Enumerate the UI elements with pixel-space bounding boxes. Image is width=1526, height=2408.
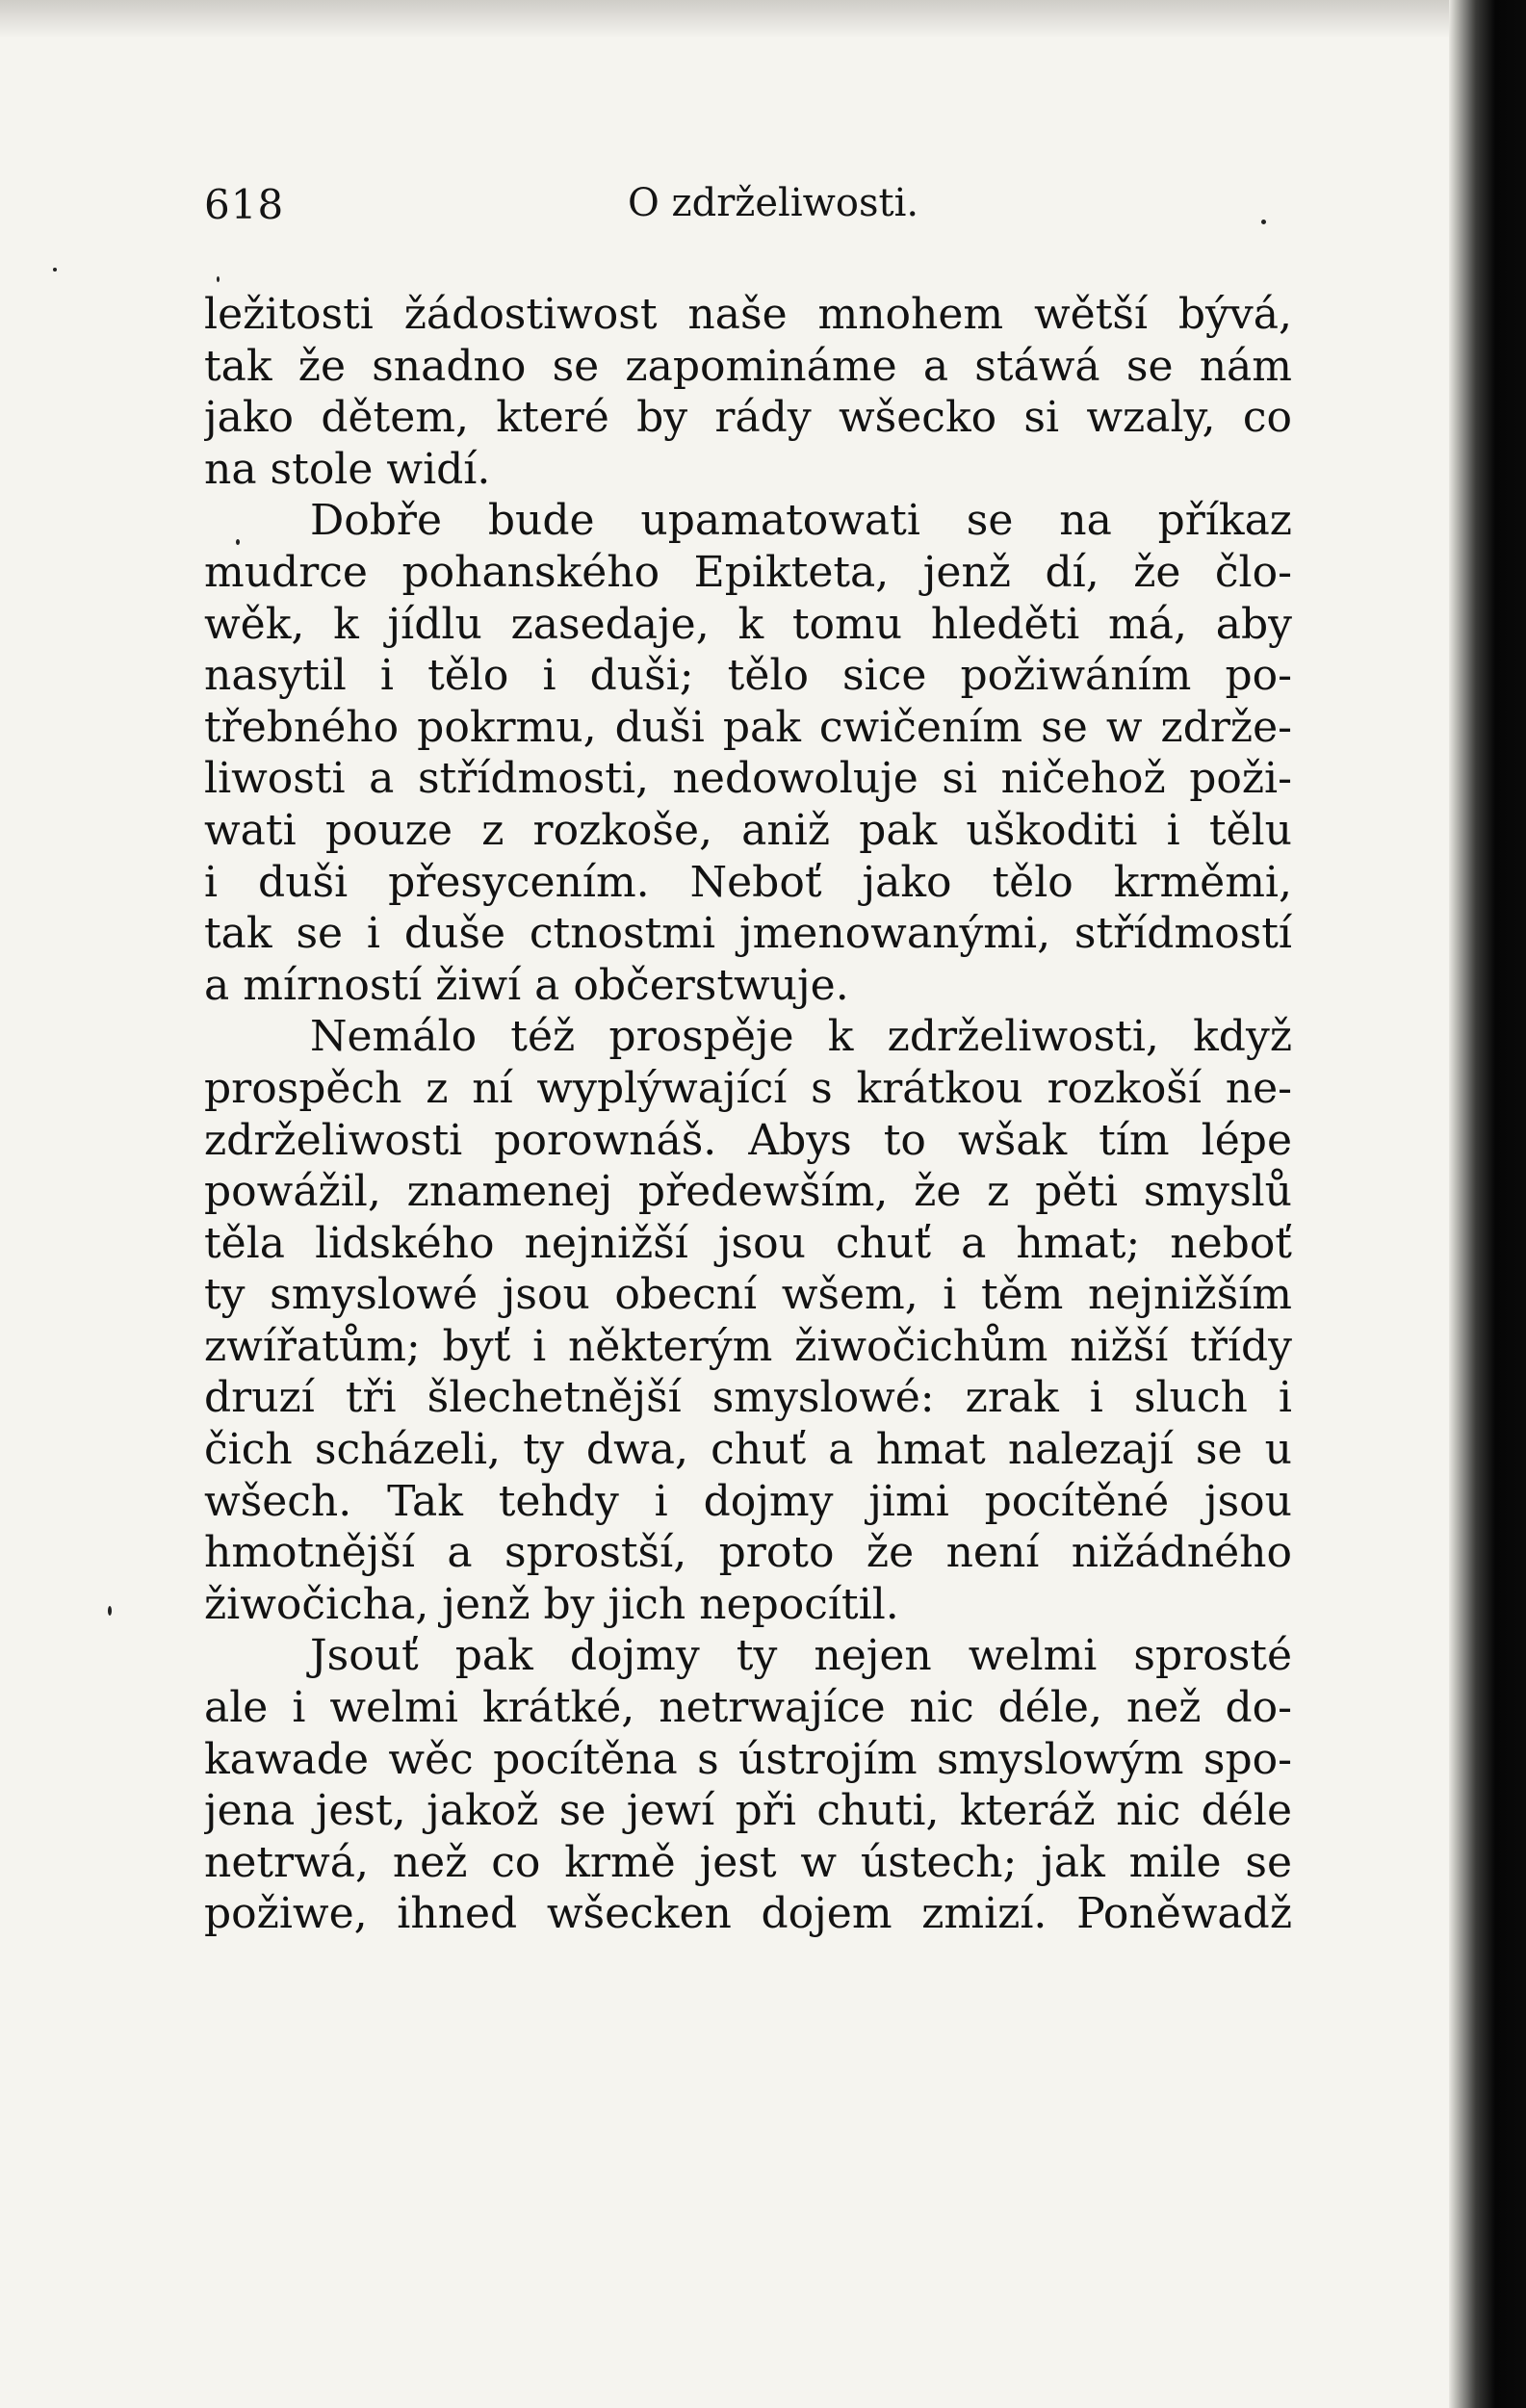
text-line: ležitosti žádostiwost naše mnohem wětší bývá,	[204, 290, 1292, 339]
text-line: druzí tři šlechetnější smyslowé: zrak i sluch i	[204, 1373, 1292, 1423]
text-line: powážil, znamenej předewším, že z pěti smyslů	[204, 1167, 1292, 1217]
text-line: netrwá, než co krmě jest w ústech; jak mile se	[204, 1837, 1292, 1887]
scan-edge-shadow	[1449, 0, 1526, 2408]
running-head: O zdrželiwosti.	[628, 181, 919, 225]
text-line: nasytil i tělo i duši; tělo sice požiwáním po-	[204, 651, 1292, 701]
body-text	[204, 289, 1292, 1940]
text-line: ty smyslowé jsou obecní wšem, i těm nejnižším	[204, 1270, 1292, 1320]
text-line: tak že snadno se zapomináme a stáwá se nám	[204, 341, 1292, 391]
text-line: wšech. Tak tehdy i dojmy jimi pocítěné jsou	[204, 1476, 1292, 1526]
text-line: a mírností žiwí a občerstwuje.	[204, 960, 849, 1010]
text-line: zwířatům; byť i některým žiwočichům nižší třídy	[204, 1321, 1292, 1371]
text-line: třebného pokrmu, duši pak cwičením se w zdrže-	[204, 702, 1292, 752]
text-line: hmotnější a sprostší, proto že není nižádného	[204, 1528, 1292, 1578]
page-header	[204, 181, 1292, 239]
text-line: čich scházeli, ty dwa, chuť a hmat nalezají se u	[204, 1425, 1292, 1475]
text-line: zdrželiwosti porownáš. Abys to wšak tím lépe	[204, 1115, 1292, 1165]
text-line: tak se i duše ctnostmi jmenowanými, střídmostí	[204, 909, 1292, 959]
text-line: na stole widí.	[204, 444, 491, 494]
text-line: i duši přesycením. Neboť jako tělo krměmi,	[204, 857, 1292, 907]
scan-top-shadow	[0, 0, 1483, 39]
text-line: jako dětem, které by rády wšecko si wzaly, co	[204, 393, 1292, 443]
text-line: žiwočicha, jenž by jich nepocítil.	[204, 1579, 899, 1629]
text-line: wěk, k jídlu zasedaje, k tomu hleděti má, aby	[204, 599, 1292, 649]
text-line: prospěch z ní wyplýwající s krátkou rozkoší ne-	[204, 1063, 1292, 1113]
text-line: těla lidského nejnižší jsou chuť a hmat; neboť	[204, 1218, 1292, 1268]
text-line: ale i welmi krátké, netrwajíce nic déle, než do-	[204, 1683, 1292, 1733]
text-line: Nemálo též prospěje k zdrželiwosti, když	[310, 1012, 1292, 1062]
text-line: Dobře bude upamatowati se na příkaz	[310, 496, 1292, 546]
text-line: Jsouť pak dojmy ty nejen welmi sprosté	[310, 1631, 1292, 1681]
text-line: požiwe, ihned wšecken dojem zmizí. Poněwadž	[204, 1889, 1292, 1939]
text-line: jena jest, jakož se jewí při chuti, kteráž nic déle	[204, 1786, 1292, 1836]
text-line: wati pouze z rozkoše, aniž pak uškoditi i tělu	[204, 805, 1292, 855]
text-line: kawade wěc pocítěna s ústrojím smyslowým spo-	[204, 1734, 1292, 1784]
text-line: mudrce pohanského Epikteta, jenž dí, že člo-	[204, 547, 1292, 597]
page-number: 618	[204, 181, 285, 228]
text-line: liwosti a střídmosti, nedowoluje si ničehož poži-	[204, 754, 1292, 804]
